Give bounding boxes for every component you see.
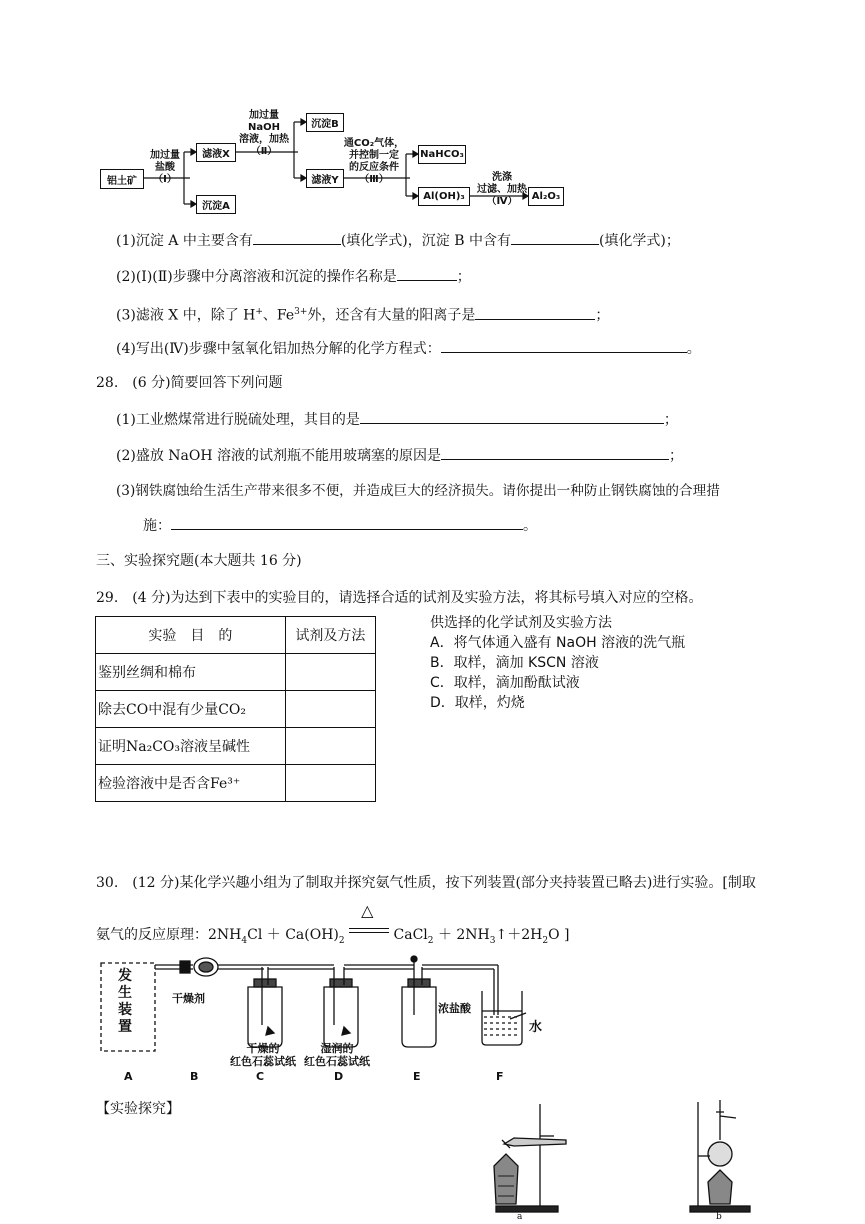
options-list [430,613,685,713]
answer-blank[interactable] [253,230,341,245]
nahco3-box: NaHCO₃ [418,145,466,164]
option-item: D．取样，灼烧 [430,695,525,711]
q28-part1: (1)工业燃煤常进行脱硫处理，其目的是 ； [116,409,678,430]
table-row [96,691,376,728]
q29-title: 29. (4 分)为达到下表中的实验目的，请选择合适的试剂及实验方法，将其标号填入对应的空格。 [96,590,703,606]
filtrate-y-box: 滤液Y [306,169,344,188]
letter-f: F [496,1070,504,1083]
answer-blank[interactable] [171,515,523,530]
table-row [96,728,376,765]
step1-reagent: 加过量 盐酸 （Ⅰ） [150,150,180,185]
purpose-cell: 鉴别丝绸和棉布 [96,654,286,691]
experiment-table [95,616,376,802]
q28-part2: (2)盛放 NaOH 溶液的试剂瓶不能用玻璃塞的原因是 ； [116,445,683,466]
q28-part3: (3)钢铁腐蚀给生活生产带来很多不便，并造成巨大的经济损失。请你提出一种防止钢铁腐蚀的合理措 [116,483,720,499]
answer-blank[interactable] [475,305,595,320]
heating-condition: △ [349,921,389,939]
option-item: A．将气体通入盛有 NaOH 溶液的洗气瓶 [430,635,686,651]
letter-c: C [256,1070,265,1083]
apparatus-a-drawing [484,1096,584,1222]
conc-hcl-label: 浓盐酸 [438,1002,471,1015]
option-item: B．取样，滴加 KSCN 溶液 [430,655,599,671]
desiccant-label: 干燥剂 [172,992,205,1005]
q27-part1: (1)沉淀 A 中主要含有 (填化学式)，沉淀 B 中含有 (填化学式)； [116,230,680,251]
q28-part3-cont: 施： 。 [143,515,537,536]
option-item: C．取样，滴加酚酞试液 [430,675,580,691]
bauxite-box: 铝土矿 [100,169,144,189]
answer-blank[interactable] [511,230,599,245]
apparatus-a-label: a [517,1212,523,1222]
purpose-cell: 检验溶液中是否含Fe³⁺ [96,765,286,802]
generator-label: 发 生 装 置 [118,968,132,1035]
answer-cell[interactable] [285,691,375,728]
step4-condition: 洗涤 过滤、加热 （Ⅳ） [477,172,527,207]
section-3-title: 三、实验探究题(本大题共 16 分) [96,553,302,569]
table-row [96,654,376,691]
step2-reagent: 加过量 NaOH 溶液，加热 （Ⅱ） [239,110,289,157]
experiment-explore-heading: 【实验探究】 [96,1101,180,1117]
water-label: 水 [529,1020,543,1035]
table-row [96,765,376,802]
c-paper-label: 干燥的 红色石蕊试纸 [230,1042,296,1068]
answer-blank[interactable] [360,409,664,424]
q27-part4: (4)写出(Ⅳ)步骤中氢氧化铝加热分解的化学方程式： 。 [116,338,701,359]
answer-blank[interactable] [397,266,457,281]
apparatus-b-label: b [716,1212,722,1222]
answer-cell[interactable] [285,654,375,691]
column-header: 试剂及方法 [285,617,375,654]
letter-b: B [190,1070,199,1083]
apparatus-b-drawing [686,1096,766,1222]
letter-a: A [124,1070,133,1083]
precipitate-a-box: 沉淀A [196,195,236,214]
options-title: 供选择的化学试剂及实验方法 [430,615,612,631]
q30-line1: 30. (12 分)某化学兴趣小组为了制取并探究氨气性质，按下列装置(部分夹持装置已略去)进行实验。[制取 [96,875,756,891]
answer-cell[interactable] [285,728,375,765]
letter-e: E [413,1070,421,1083]
precipitate-b-box: 沉淀B [306,113,344,132]
table-header-row [96,617,376,654]
q27-part3: (3)滤液 X 中，除了 H+、$Fe^{3+}$外，还含有大量的阳离子是 ； [116,302,609,326]
filtrate-x-box: 滤液X [196,143,236,162]
purpose-cell: 证明Na₂CO₃溶液呈碱性 [96,728,286,765]
d-paper-label: 湿润的 红色石蕊试纸 [304,1042,370,1068]
answer-blank[interactable] [441,445,669,460]
q27-part2: (2)(Ⅰ)(Ⅱ)步骤中分离溶液和沉淀的操作名称是 ； [116,266,471,287]
letter-d: D [334,1070,344,1083]
step3-condition: 通CO₂气体， 并控制一定 的反应条件 （Ⅲ） [343,138,405,185]
column-header: 实验 目 的 [96,617,286,654]
answer-cell[interactable] [285,765,375,802]
al2o3-box: Al₂O₃ [528,187,564,206]
q30-reaction: 氨气的反应原理：$2NH_4Cl + Ca(OH)_2$ △ CaCl$_2$ ＋ $2NH_3↑+2H_2O$ ] [96,901,570,946]
q28-title: 28. (6 分)简要回答下列问题 [96,375,283,391]
purpose-cell: 除去CO中混有少量CO₂ [96,691,286,728]
answer-blank[interactable] [441,338,687,353]
aloh3-box: Al(OH)₃ [418,187,470,206]
